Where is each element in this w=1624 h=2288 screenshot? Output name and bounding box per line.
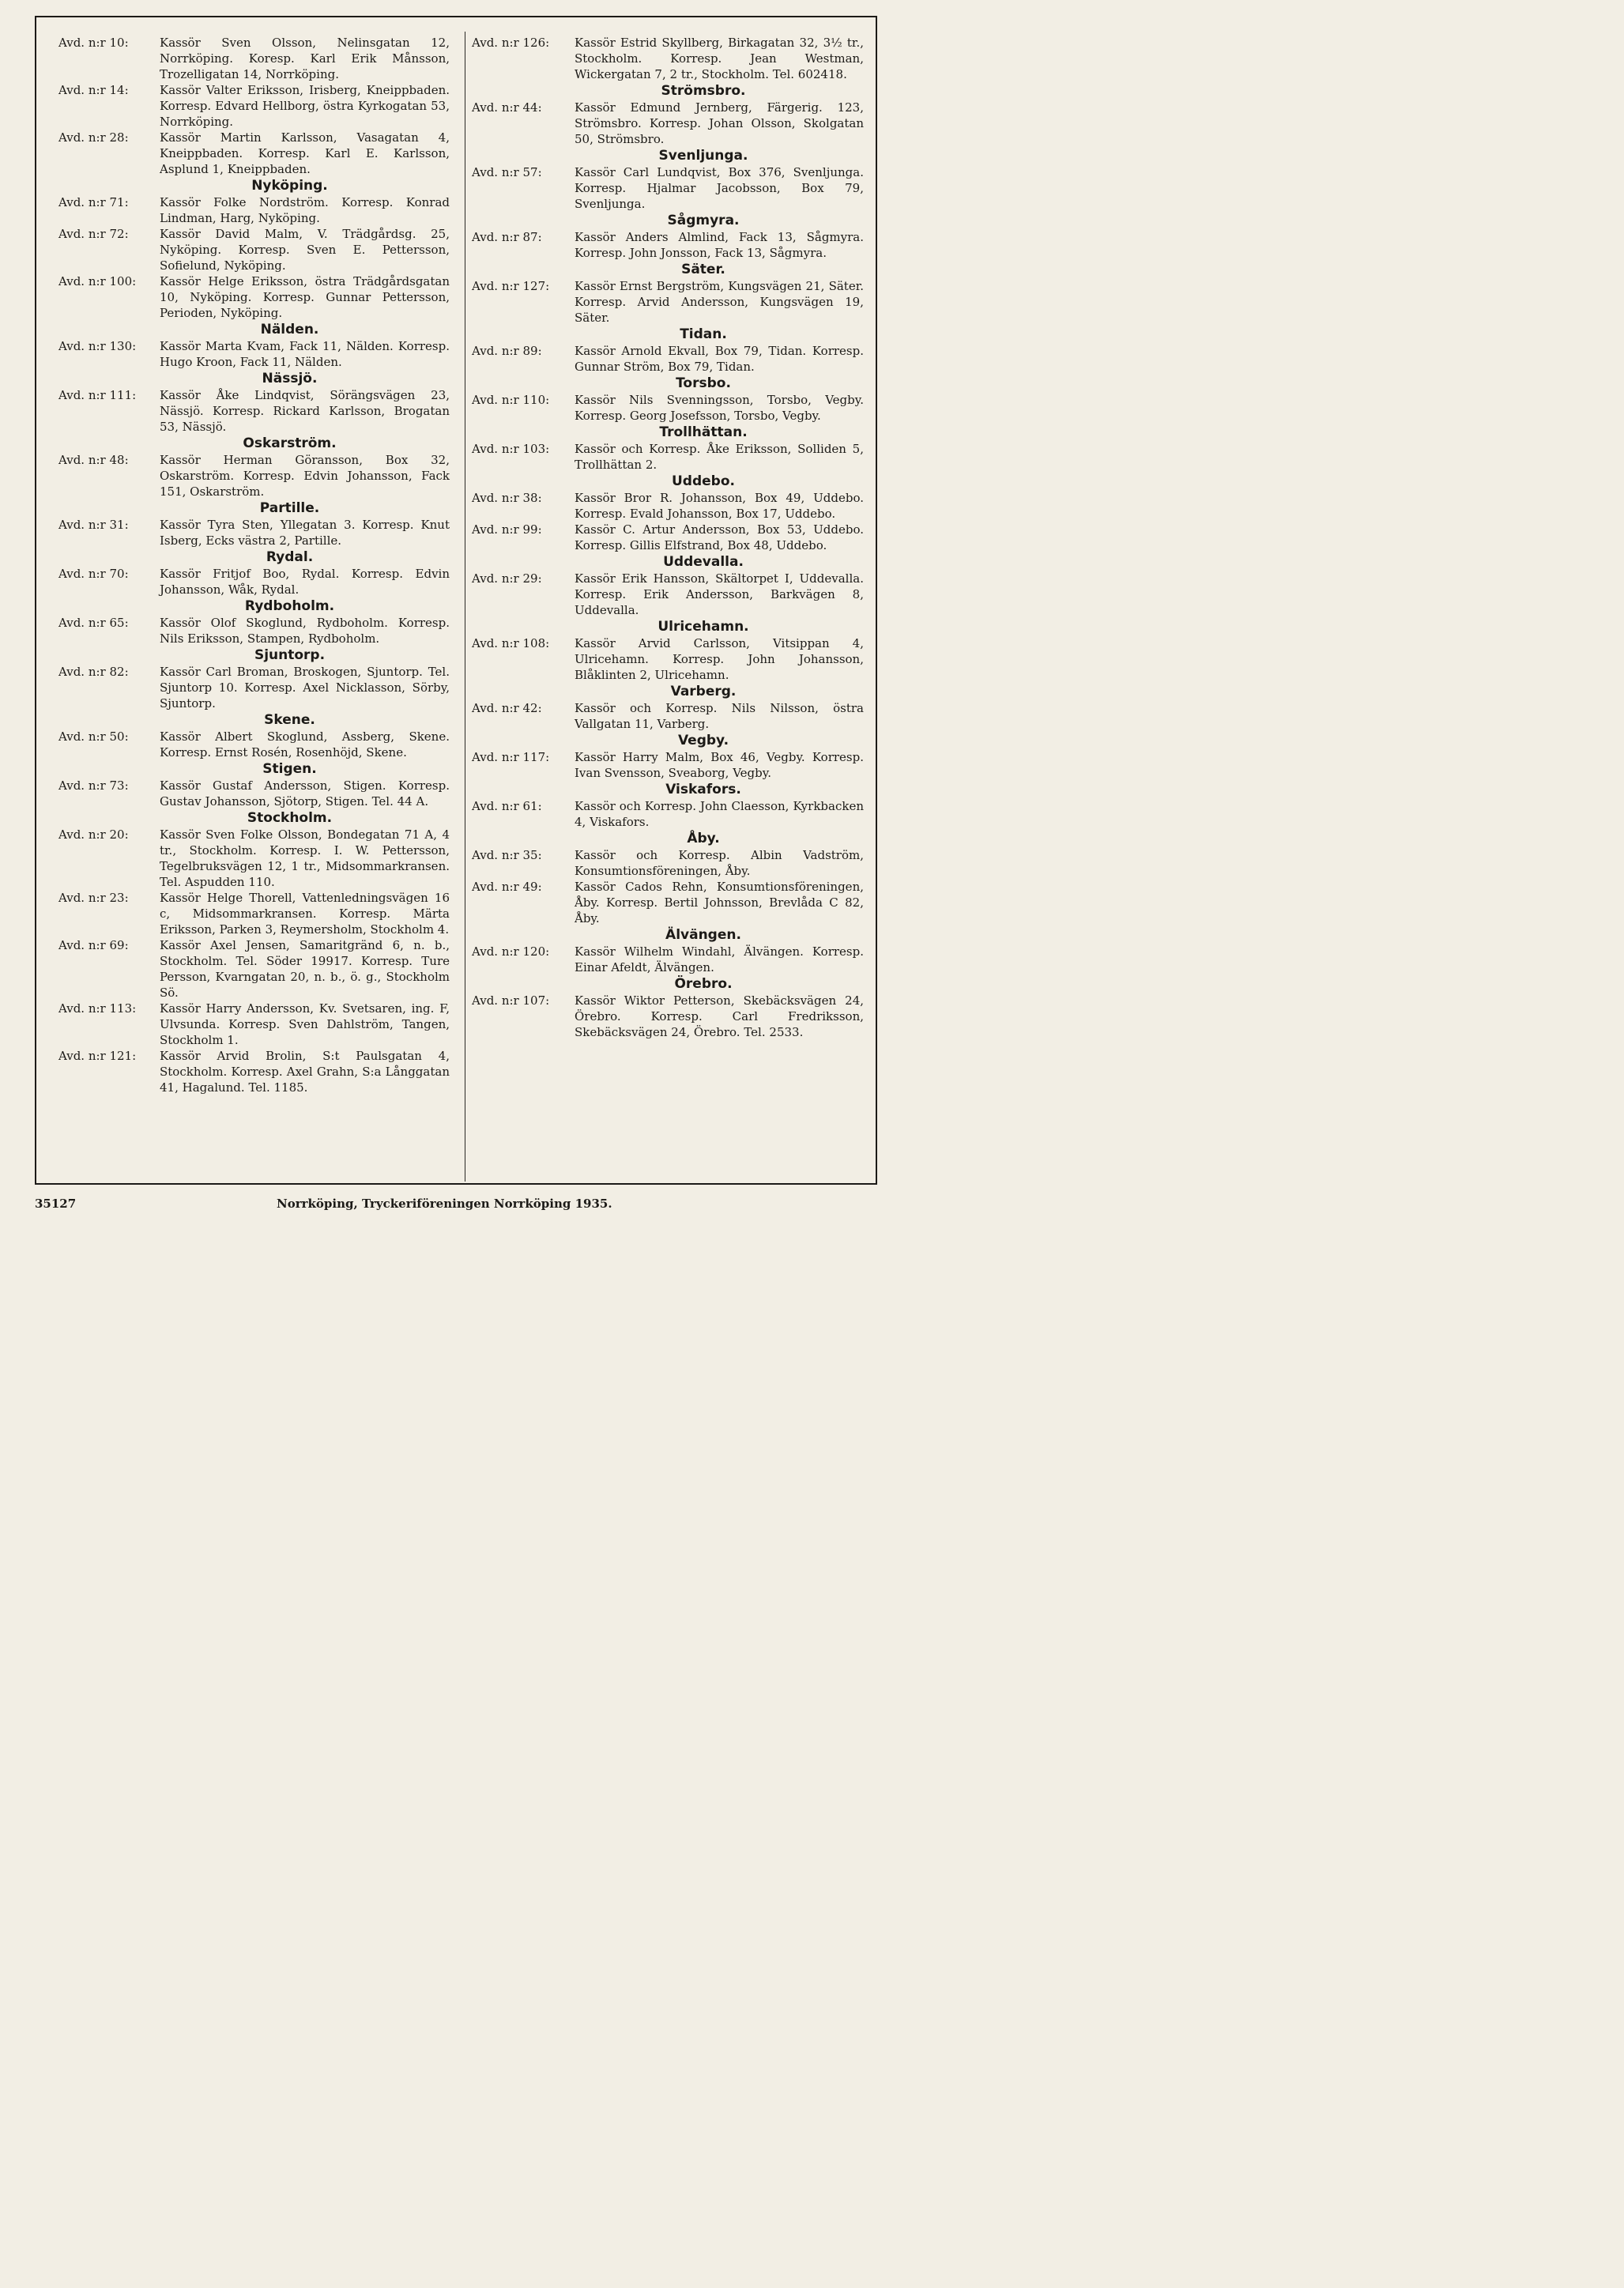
branch-contacts: Kassör Anders Almlind, Fack 13, Sågmyra. Korresp. John Jonsson, Fack 13, Sågmyra.: [575, 230, 864, 260]
branch-number: Avd. n:r 73:: [58, 778, 129, 793]
city-heading: Skene.: [264, 712, 315, 728]
branch-entry: [472, 278, 864, 326]
branch-number: Avd. n:r 23:: [58, 891, 129, 905]
branch-number: Avd. n:r 127:: [472, 279, 550, 293]
city-heading: Nälden.: [260, 322, 319, 337]
branch-entry: [58, 890, 450, 937]
city-heading: Rydal.: [266, 549, 314, 565]
left-column: [58, 35, 450, 1095]
branch-number: Avd. n:r 42:: [472, 701, 542, 715]
city-heading: Sjuntorp.: [254, 647, 326, 663]
branch-number: Avd. n:r 108:: [472, 636, 550, 650]
branch-number: Avd. n:r 28:: [58, 130, 129, 145]
branch-contacts: Kassör Folke Nordström. Korresp. Konrad Lindman, Harg, Nyköping.: [160, 195, 450, 225]
branch-number: Avd. n:r 107:: [472, 993, 550, 1008]
branch-contacts: Kassör och Korresp. John Claesson, Kyrkbacken 4, Viskafors.: [575, 799, 864, 829]
city-heading: Uddevalla.: [663, 554, 744, 570]
branch-contacts: Kassör Harry Malm, Box 46, Vegby. Korresp. Ivan Svensson, Sveaborg, Vegby.: [575, 750, 864, 780]
branch-entry: [472, 392, 864, 424]
branch-contacts: Kassör Helge Eriksson, östra Trädgårdsgatan 10, Nyköping. Korresp. Gunnar Pettersson, Perioden, Nyköping.: [160, 274, 450, 320]
branch-number: Avd. n:r 10:: [58, 36, 129, 50]
branch-contacts: Kassör Wiktor Petterson, Skebäcksvägen 24, Örebro. Korresp. Carl Fredriksson, Skebäcksvägen 24, Örebro. Tel. 2533.: [575, 993, 864, 1039]
branch-number: Avd. n:r 70:: [58, 567, 129, 581]
branch-entry: [58, 194, 450, 226]
city-heading: Älvängen.: [665, 927, 741, 943]
branch-entry: [58, 226, 450, 273]
branch-contacts: Kassör Estrid Skyllberg, Birkagatan 32, 3½ tr., Stockholm. Korresp. Jean Westman, Wickergatan 7, 2 tr., Stockholm. Tel. 602418.: [575, 36, 864, 81]
branch-contacts: Kassör Harry Andersson, Kv. Svetsaren, ing. F, Ulvsunda. Korresp. Sven Dahlström, Tangen, Stockholm 1.: [160, 1001, 450, 1047]
branch-number: Avd. n:r 100:: [58, 274, 137, 288]
city-heading: Nässjö.: [262, 371, 318, 386]
branch-entry: [472, 571, 864, 618]
branch-number: Avd. n:r 103:: [472, 442, 550, 456]
branch-entry: [58, 452, 450, 499]
branch-entry: [472, 798, 864, 830]
branch-contacts: Kassör Marta Kvam, Fack 11, Nälden. Korresp. Hugo Kroon, Fack 11, Nälden.: [160, 339, 450, 369]
city-heading: Nyköping.: [251, 178, 328, 194]
branch-contacts: Kassör Valter Eriksson, Irisberg, Kneippbaden. Korresp. Edvard Hellborg, östra Kyrkogatan 53, Norrköping.: [160, 83, 450, 129]
branch-entry: [472, 100, 864, 147]
branch-number: Avd. n:r 72:: [58, 227, 129, 241]
branch-contacts: Kassör Erik Hansson, Skältorpet I, Uddevalla. Korresp. Erik Andersson, Barkvägen 8, Uddevalla.: [575, 571, 864, 617]
city-heading: Sågmyra.: [667, 213, 740, 228]
branch-entry: [58, 729, 450, 760]
city-heading: Torsbo.: [676, 375, 731, 391]
branch-entry: [472, 164, 864, 212]
branch-entry: [472, 700, 864, 732]
branch-number: Avd. n:r 49:: [472, 880, 542, 894]
city-heading: Viskafors.: [665, 782, 741, 797]
city-heading: Vegby.: [677, 733, 729, 748]
branch-number: Avd. n:r 38:: [472, 491, 542, 505]
branch-entry: [472, 343, 864, 375]
branch-contacts: Kassör Cados Rehn, Konsumtionsföreningen, Åby. Korresp. Bertil Johnsson, Brevlåda C 82, Åby.: [575, 880, 864, 925]
city-heading: Örebro.: [674, 976, 733, 992]
branch-number: Avd. n:r 117:: [472, 750, 550, 764]
branch-number: Avd. n:r 111:: [58, 388, 137, 402]
city-heading: Trollhättan.: [659, 424, 748, 440]
branch-contacts: Kassör Carl Broman, Broskogen, Sjuntorp. Tel. Sjuntorp 10. Korresp. Axel Nicklasson, Sörby, Sjuntorp.: [160, 665, 450, 711]
branch-entry: [58, 387, 450, 435]
city-heading: Säter.: [681, 262, 725, 277]
branch-entry: [472, 879, 864, 926]
branch-contacts: Kassör Olof Skoglund, Rydboholm. Korresp. Nils Eriksson, Stampen, Rydboholm.: [160, 616, 450, 646]
branch-contacts: Kassör Bror R. Johansson, Box 49, Uddebo. Korresp. Evald Johansson, Box 17, Uddebo.: [575, 491, 864, 521]
branch-entry: [58, 273, 450, 321]
city-heading: Oskarström.: [243, 435, 337, 451]
city-heading: Varberg.: [670, 684, 737, 699]
branch-contacts: Kassör Tyra Sten, Yllegatan 3. Korresp. Knut Isberg, Ecks västra 2, Partille.: [160, 518, 450, 548]
branch-entry: [58, 517, 450, 548]
city-heading: Åby.: [687, 831, 720, 846]
branch-entry: [58, 566, 450, 597]
branch-entry: [58, 1001, 450, 1048]
city-heading: Strömsbro.: [661, 83, 746, 99]
branch-number: Avd. n:r 50:: [58, 729, 129, 744]
city-heading: Ulricehamn.: [658, 619, 749, 635]
branch-entry: [58, 82, 450, 130]
branch-number: Avd. n:r 44:: [472, 100, 542, 115]
branch-entry: [472, 944, 864, 975]
branch-entry: [472, 749, 864, 781]
branch-contacts: Kassör Carl Lundqvist, Box 376, Svenljunga. Korresp. Hjalmar Jacobsson, Box 79, Svenljunga.: [575, 165, 864, 211]
printer-imprint: Norrköping, Tryckeriföreningen Norrköping 1935.: [277, 1197, 612, 1211]
branch-number: Avd. n:r 31:: [58, 518, 129, 532]
branch-contacts: Kassör och Korresp. Åke Eriksson, Solliden 5, Trollhättan 2.: [575, 442, 864, 472]
branch-contacts: Kassör Arnold Ekvall, Box 79, Tidan. Korresp. Gunnar Ström, Box 79, Tidan.: [575, 344, 864, 374]
branch-number: Avd. n:r 48:: [58, 453, 129, 467]
branch-number: Avd. n:r 87:: [472, 230, 542, 244]
branch-contacts: Kassör Arvid Brolin, S:t Paulsgatan 4, Stockholm. Korresp. Axel Grahn, S:a Långgatan 41, Hagalund. Tel. 1185.: [160, 1049, 450, 1095]
branch-contacts: Kassör Helge Thorell, Vattenledningsvägen 16 c, Midsommarkransen. Korresp. Märta Eriksson, Parken 3, Reymersholm, Stockholm 4.: [160, 891, 450, 937]
branch-entry: [472, 490, 864, 522]
branch-number: Avd. n:r 57:: [472, 165, 542, 179]
branch-number: Avd. n:r 71:: [58, 195, 129, 209]
branch-number: Avd. n:r 130:: [58, 339, 137, 353]
city-heading: Stockholm.: [247, 810, 333, 826]
branch-entry: [472, 229, 864, 261]
branch-entry: [472, 35, 864, 82]
branch-entry: [472, 522, 864, 553]
branch-contacts: Kassör Nils Svenningsson, Torsbo, Vegby. Korresp. Georg Josefsson, Torsbo, Vegby.: [575, 393, 864, 423]
branch-contacts: Kassör och Korresp. Nils Nilsson, östra Vallgatan 11, Varberg.: [575, 701, 864, 731]
branch-number: Avd. n:r 110:: [472, 393, 550, 407]
branch-entry: [58, 664, 450, 711]
right-column: [472, 35, 864, 1040]
branch-number: Avd. n:r 65:: [58, 616, 129, 630]
branch-entry: [472, 847, 864, 879]
branch-entry: [472, 635, 864, 683]
branch-contacts: Kassör Arvid Carlsson, Vitsippan 4, Ulricehamn. Korresp. John Johansson, Blåklinten 2, Ulricehamn.: [575, 636, 864, 682]
branch-contacts: Kassör Sven Folke Olsson, Bondegatan 71 A, 4 tr., Stockholm. Korresp. I. W. Pettersson, Tegelbruksvägen 12, 1 tr., Midsommarkransen. Tel. Aspudden 110.: [160, 827, 450, 889]
branch-entry: [472, 441, 864, 473]
page-number: 35127: [35, 1197, 77, 1211]
branch-number: Avd. n:r 29:: [472, 571, 542, 586]
city-heading: Svenljunga.: [658, 148, 748, 164]
branch-entry: [58, 338, 450, 370]
branch-entry: [472, 993, 864, 1040]
branch-entry: [58, 778, 450, 809]
branch-contacts: Kassör Albert Skoglund, Assberg, Skene. Korresp. Ernst Rosén, Rosenhöjd, Skene.: [160, 729, 450, 760]
branch-number: Avd. n:r 126:: [472, 36, 550, 50]
branch-contacts: Kassör Fritjof Boo, Rydal. Korresp. Edvin Johansson, Wåk, Rydal.: [160, 567, 450, 597]
branch-number: Avd. n:r 14:: [58, 83, 129, 97]
branch-number: Avd. n:r 89:: [472, 344, 542, 358]
branch-contacts: Kassör Martin Karlsson, Vasagatan 4, Kneippbaden. Korresp. Karl E. Karlsson, Asplund 1, Kneippbaden.: [160, 130, 450, 176]
branch-contacts: Kassör Herman Göransson, Box 32, Oskarström. Korresp. Edvin Johansson, Fack 151, Oskarström.: [160, 453, 450, 499]
branch-entry: [58, 937, 450, 1001]
branch-number: Avd. n:r 20:: [58, 827, 129, 842]
branch-contacts: Kassör Axel Jensen, Samaritgränd 6, n. b., Stockholm. Tel. Söder 19917. Korresp. Ture Persson, Kvarngatan 20, n. b., ö. g., Stockholm Sö.: [160, 938, 450, 1000]
branch-entry: [58, 130, 450, 177]
city-heading: Rydboholm.: [244, 598, 335, 614]
branch-number: Avd. n:r 82:: [58, 665, 129, 679]
branch-number: Avd. n:r 61:: [472, 799, 542, 813]
branch-contacts: Kassör Gustaf Andersson, Stigen. Korresp. Gustav Johansson, Sjötorp, Stigen. Tel. 44 A.: [160, 778, 450, 809]
branch-contacts: Kassör Sven Olsson, Nelinsgatan 12, Norrköping. Koresp. Karl Erik Månsson, Trozelligatan 14, Norrköping.: [160, 36, 450, 81]
city-heading: Tidan.: [680, 326, 727, 342]
branch-entry: [58, 615, 450, 646]
branch-number: Avd. n:r 69:: [58, 938, 129, 952]
city-heading: Partille.: [259, 500, 320, 516]
branch-number: Avd. n:r 121:: [58, 1049, 137, 1063]
branch-contacts: Kassör C. Artur Andersson, Box 53, Uddebo. Korresp. Gillis Elfstrand, Box 48, Uddebo.: [575, 522, 864, 552]
branch-contacts: Kassör Wilhelm Windahl, Älvängen. Korresp. Einar Afeldt, Älvängen.: [575, 944, 864, 974]
branch-contacts: Kassör Ernst Bergström, Kungsvägen 21, Säter. Korresp. Arvid Andersson, Kungsvägen 19, Säter.: [575, 279, 864, 325]
branch-number: Avd. n:r 99:: [472, 522, 542, 537]
city-heading: Stigen.: [262, 761, 317, 777]
branch-entry: [58, 827, 450, 890]
branch-contacts: Kassör Åke Lindqvist, Sörängsvägen 23, Nässjö. Korresp. Rickard Karlsson, Brogatan 53, Nässjö.: [160, 388, 450, 434]
branch-entry: [58, 1048, 450, 1095]
city-heading: Uddebo.: [672, 473, 735, 489]
branch-number: Avd. n:r 35:: [472, 848, 542, 862]
branch-contacts: Kassör David Malm, V. Trädgårdsg. 25, Nyköping. Korresp. Sven E. Pettersson, Sofielund, Nyköping.: [160, 227, 450, 273]
branch-entry: [58, 35, 450, 82]
branch-number: Avd. n:r 113:: [58, 1001, 137, 1016]
branch-contacts: Kassör och Korresp. Albin Vadström, Konsumtionsföreningen, Åby.: [575, 848, 864, 878]
branch-contacts: Kassör Edmund Jernberg, Färgerig. 123, Strömsbro. Korresp. Johan Olsson, Skolgatan 50, Strömsbro.: [575, 100, 864, 146]
branch-number: Avd. n:r 120:: [472, 944, 550, 959]
